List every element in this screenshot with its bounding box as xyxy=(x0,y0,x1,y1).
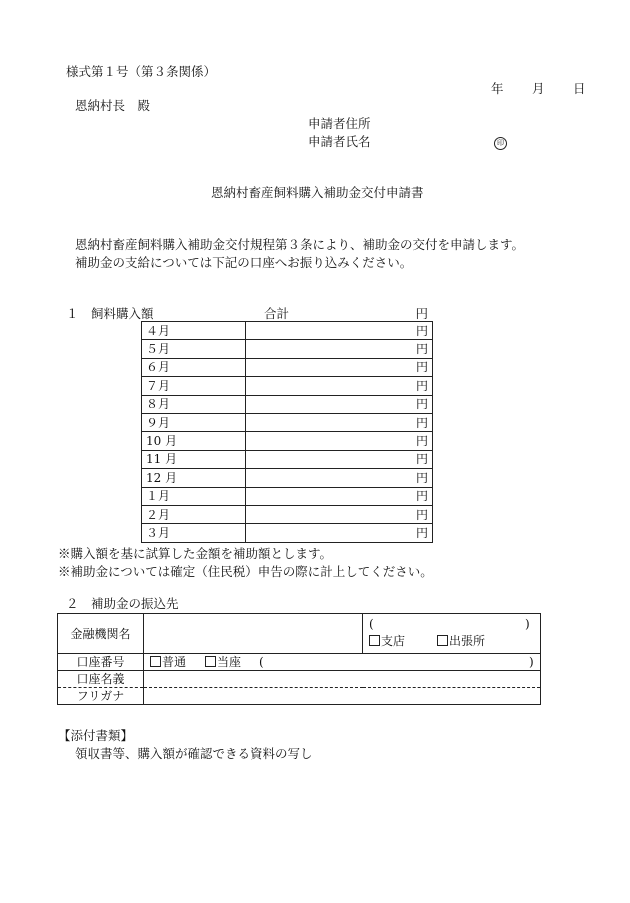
month-row xyxy=(142,340,433,358)
furigana-label: フリガナ xyxy=(58,688,144,705)
month-yen: 円 xyxy=(415,397,428,412)
account-paren-close: ) xyxy=(529,655,534,669)
account-number-label: 口座番号 xyxy=(58,654,144,671)
date-month: 月 xyxy=(532,81,545,96)
applicant-address-label: 申請者住所 xyxy=(308,116,371,131)
office-option-label: 出張所 xyxy=(449,634,486,648)
month-yen: 円 xyxy=(415,434,428,449)
month-row xyxy=(142,469,433,487)
month-row xyxy=(142,432,433,450)
bank-account-table xyxy=(57,613,541,705)
month-amount-field[interactable] xyxy=(246,377,433,395)
section2-heading: ２ 補助金の振込先 xyxy=(66,596,179,611)
seal-mark: 印 xyxy=(494,135,507,150)
month-label: ２月 xyxy=(142,505,246,523)
month-yen: 円 xyxy=(415,489,428,504)
month-row xyxy=(142,450,433,468)
month-label: １月 xyxy=(142,487,246,505)
month-amount-field[interactable] xyxy=(246,340,433,358)
section1-heading: １ 飼料購入額 xyxy=(66,306,154,321)
office-checkbox[interactable] xyxy=(437,635,448,646)
monthly-purchase-table xyxy=(141,321,433,543)
account-name-field[interactable] xyxy=(144,671,541,688)
month-amount-field[interactable] xyxy=(246,505,433,523)
total-label: 合計 xyxy=(264,306,290,321)
branch-paren-open: ( xyxy=(369,617,374,631)
month-label: ８月 xyxy=(142,395,246,413)
month-amount-field[interactable] xyxy=(246,469,433,487)
total-amount-field[interactable] xyxy=(323,308,429,322)
branch-option-label: 支店 xyxy=(381,634,406,648)
month-yen: 円 xyxy=(415,507,428,522)
month-row xyxy=(142,487,433,505)
month-amount-field[interactable] xyxy=(246,395,433,413)
month-row xyxy=(142,395,433,413)
form-number: 様式第１号（第３条関係） xyxy=(66,64,217,79)
total-yen: 円 xyxy=(415,306,428,321)
bank-name-field[interactable] xyxy=(144,614,363,654)
body-line-1: 恩納村畜産飼料購入補助金交付規程第３条により、補助金の交付を申請します。 xyxy=(75,237,525,252)
month-label: ５月 xyxy=(142,340,246,358)
month-amount-field[interactable] xyxy=(246,450,433,468)
addressee: 恩納村長 殿 xyxy=(75,98,151,113)
account-paren-open: ( xyxy=(259,655,264,669)
month-row xyxy=(142,524,433,542)
month-amount-field[interactable] xyxy=(246,413,433,431)
branch-paren-close: ) xyxy=(525,617,530,631)
month-label: ９月 xyxy=(142,413,246,431)
month-amount-field[interactable] xyxy=(246,322,433,340)
month-label: ７月 xyxy=(142,377,246,395)
month-yen: 円 xyxy=(415,415,428,430)
current-option[interactable] xyxy=(205,656,241,668)
note-1: ※購入額を基に試算した金額を補助額とします。 xyxy=(58,546,333,561)
attachments-text: 領収書等、購入額が確認できる資料の写し xyxy=(75,746,313,761)
month-amount-field[interactable] xyxy=(246,487,433,505)
month-row xyxy=(142,358,433,376)
month-row xyxy=(142,322,433,340)
ordinary-option[interactable] xyxy=(150,656,186,668)
month-yen: 円 xyxy=(415,378,428,393)
date-day: 日 xyxy=(573,81,586,96)
month-row xyxy=(142,413,433,431)
month-label: ４月 xyxy=(142,322,246,340)
current-option-label: 当座 xyxy=(217,655,242,669)
account-number-cell xyxy=(144,654,541,671)
month-label: 11 月 xyxy=(142,450,246,468)
ordinary-checkbox[interactable] xyxy=(150,656,161,667)
month-yen: 円 xyxy=(415,342,428,357)
month-row xyxy=(142,505,433,523)
furigana-field[interactable] xyxy=(144,688,541,705)
month-row xyxy=(142,377,433,395)
month-label: ３月 xyxy=(142,524,246,542)
current-checkbox[interactable] xyxy=(205,656,216,667)
note-2: ※補助金については確定（住民税）申告の際に計上してください。 xyxy=(58,564,433,579)
month-yen: 円 xyxy=(415,452,428,467)
branch-checkbox[interactable] xyxy=(369,635,380,646)
month-yen: 円 xyxy=(415,470,428,485)
month-amount-field[interactable] xyxy=(246,432,433,450)
ordinary-option-label: 普通 xyxy=(162,655,187,669)
month-label: 10 月 xyxy=(142,432,246,450)
month-amount-field[interactable] xyxy=(246,524,433,542)
account-name-label: 口座名義 xyxy=(58,671,144,688)
month-yen: 円 xyxy=(415,525,428,540)
month-label: 12 月 xyxy=(142,469,246,487)
document-title: 恩納村畜産飼料購入補助金交付申請書 xyxy=(211,185,424,200)
month-label: ６月 xyxy=(142,358,246,376)
office-option[interactable] xyxy=(437,635,485,647)
date-year: 年 xyxy=(491,81,504,96)
bank-name-label: 金融機関名 xyxy=(58,614,144,654)
body-line-2: 補助金の支給については下記の口座へお振り込みください。 xyxy=(75,255,413,270)
attachments-heading: 【添付書類】 xyxy=(58,728,134,743)
month-yen: 円 xyxy=(415,360,428,375)
applicant-name-label: 申請者氏名 xyxy=(308,134,371,149)
month-yen: 円 xyxy=(415,323,428,338)
branch-cell xyxy=(363,614,541,654)
branch-option[interactable] xyxy=(369,635,405,647)
month-amount-field[interactable] xyxy=(246,358,433,376)
